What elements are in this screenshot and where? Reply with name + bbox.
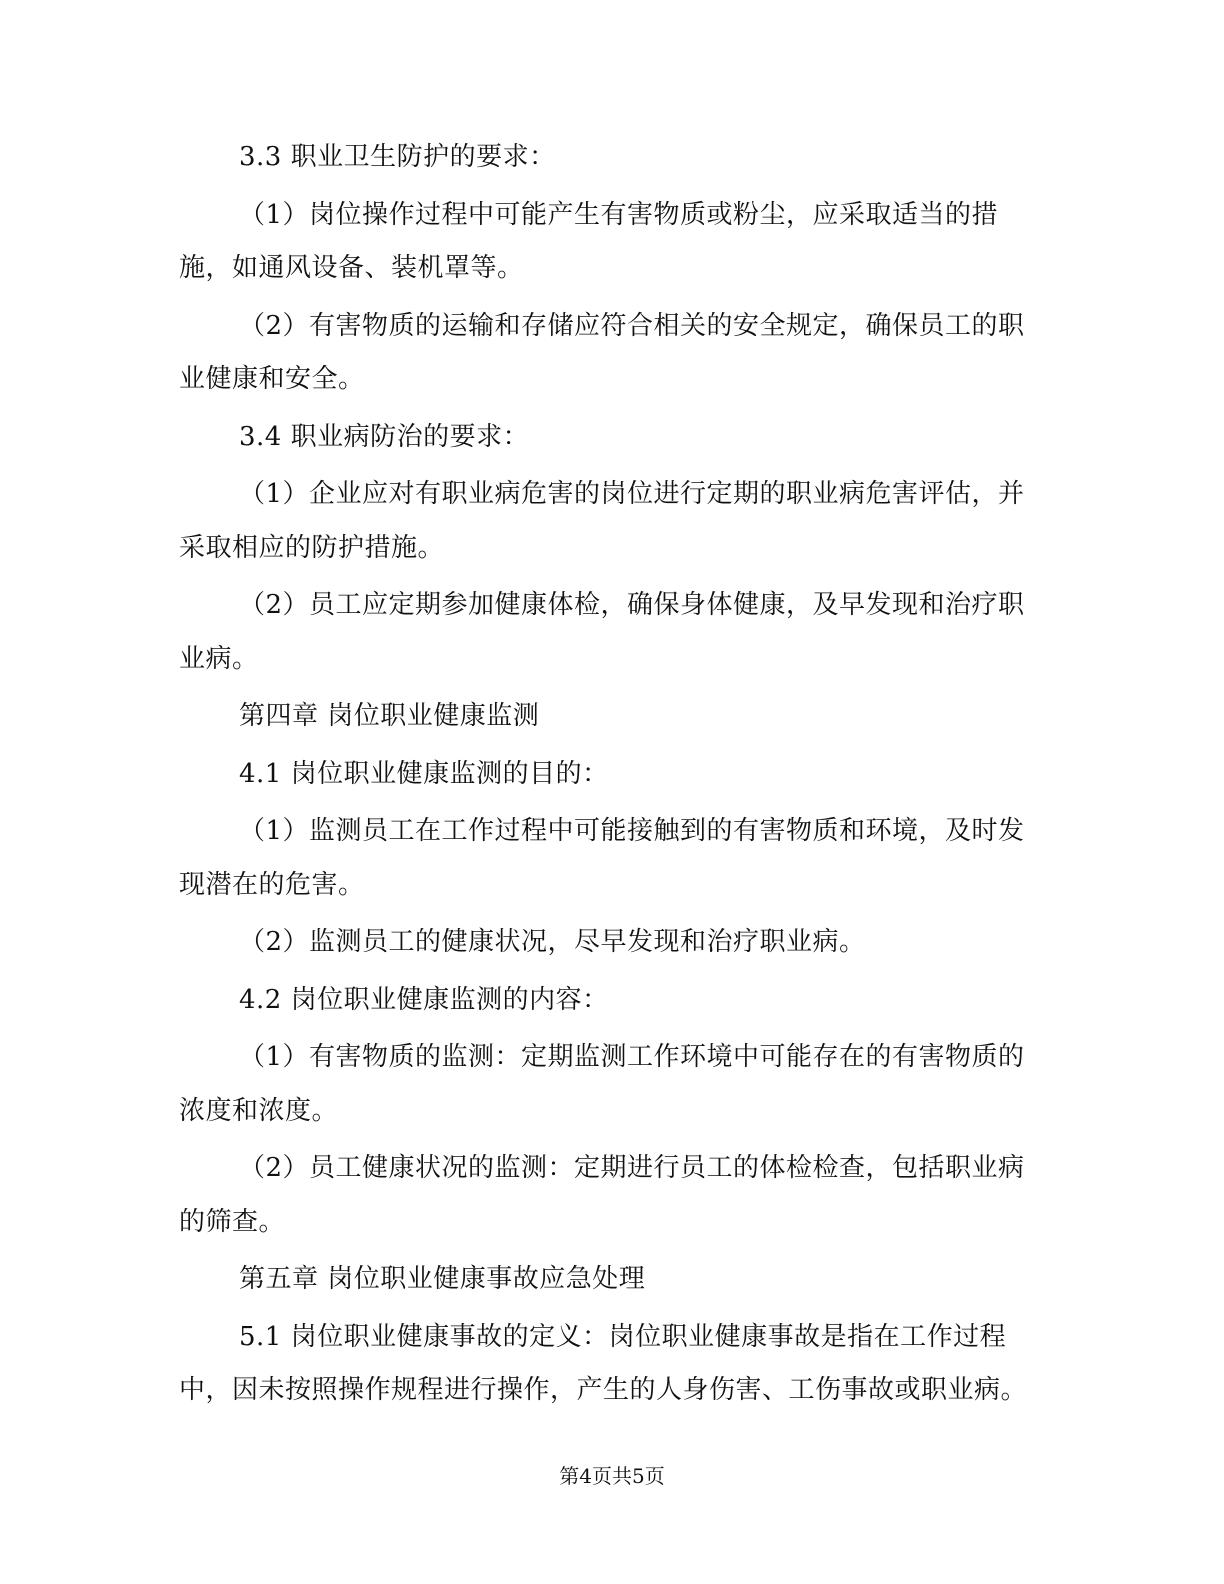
paragraph: （1）有害物质的监测：定期监测工作环境中可能存在的有害物质的浓度和浓度。	[179, 1042, 1025, 1126]
paragraph: （2）有害物质的运输和存储应符合相关的安全规定，确保员工的职业健康和安全。	[179, 310, 1025, 394]
paragraph: （1）监测员工在工作过程中可能接触到的有害物质和环境，及时发现潜在的危害。	[179, 816, 1025, 900]
section-heading-3-3: 3.3 职业卫生防护的要求：	[239, 142, 556, 172]
chapter-heading-5: 第五章 岗位职业健康事故应急处理	[239, 1264, 646, 1294]
paragraph: （1）岗位操作过程中可能产生有害物质或粉尘，应采取适当的措施，如通风设备、装机罩等。	[179, 199, 999, 283]
section-5-1-definition: 5.1 岗位职业健康事故的定义：岗位职业健康事故是指在工作过程中，因未按照操作规程进行操作，产生的人身伤害、工伤事故或职业病。	[179, 1321, 1028, 1405]
section-heading-4-1: 4.1 岗位职业健康监测的目的：	[239, 758, 609, 789]
document-body	[179, 131, 1031, 1422]
paragraph: （2）员工健康状况的监测：定期进行员工的体检检查，包括职业病的筛查。	[179, 1153, 1025, 1237]
section-heading-4-2: 4.2 岗位职业健康监测的内容：	[239, 984, 609, 1015]
paragraph: （2）监测员工的健康状况，尽早发现和治疗职业病。	[239, 927, 866, 957]
paragraph: （1）企业应对有职业病危害的岗位进行定期的职业病危害评估，并采取相应的防护措施。	[179, 479, 1025, 563]
section-heading-3-4: 3.4 职业病防治的要求：	[239, 421, 530, 452]
page-number-footer: 第4页共5页	[559, 1464, 665, 1488]
chapter-heading-4: 第四章 岗位职业健康监测	[239, 701, 540, 731]
paragraph: （2）员工应定期参加健康体检，确保身体健康，及早发现和治疗职业病。	[179, 590, 1025, 674]
